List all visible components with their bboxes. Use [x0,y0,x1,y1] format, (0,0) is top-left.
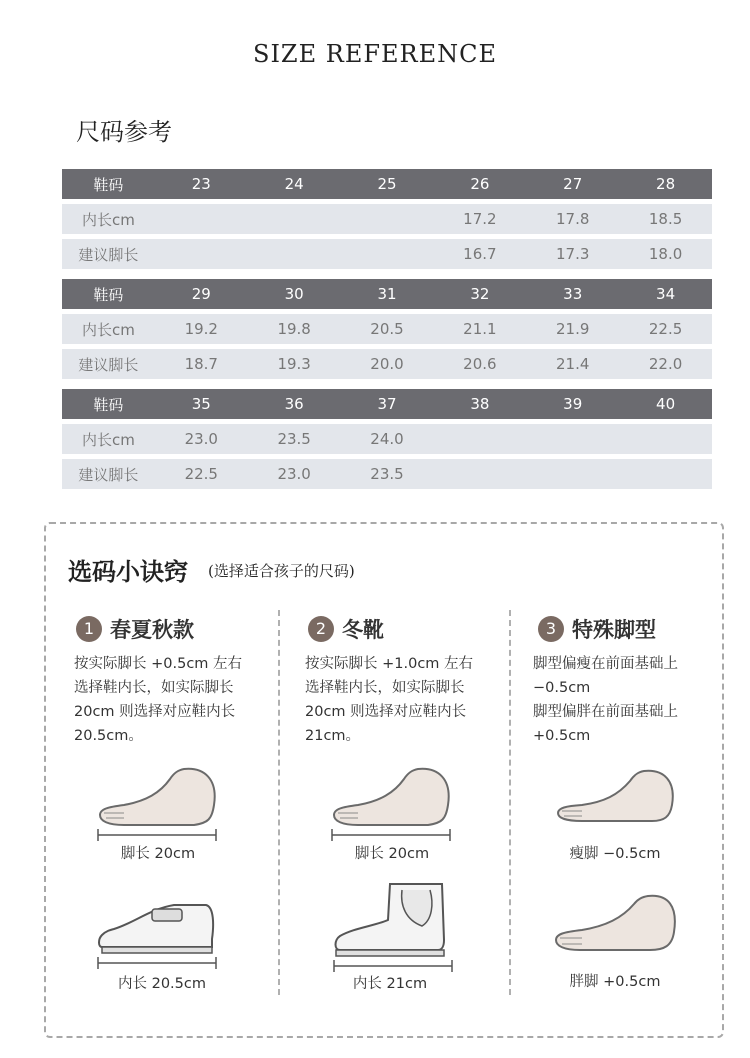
table-cell: 22.5 [184,465,218,483]
table-cell: 20.6 [463,355,497,373]
tips-subtitle: (选择适合孩子的尺码) [208,562,355,580]
table-cell: 36 [284,395,304,413]
tip-title: 春夏秋款 [110,617,194,642]
figure-label: 内长 20.5cm [118,976,206,992]
table-cell: 23 [191,175,211,193]
table-cell: 19.2 [184,320,218,338]
size-table-group-3 [62,389,712,494]
table-cell: 38 [470,395,490,413]
slim-foot-illustration [552,765,682,835]
table-cell: 32 [470,285,490,303]
table-cell: 39 [563,395,583,413]
size-header-row [62,389,712,419]
figure-label: 胖脚 +0.5cm [569,974,661,990]
section-title: 尺码参考 [76,118,172,146]
tip-line: 20.5cm。 [74,728,143,744]
table-cell: 20.5 [370,320,404,338]
table-cell: 内长cm [82,320,135,339]
table-cell: 29 [191,285,211,303]
figure-label: 内长 21cm [352,976,428,992]
table-cell: 35 [191,395,211,413]
column-divider [278,610,280,995]
page-title: SIZE REFERENCE [253,40,497,68]
table-cell: 23.5 [277,430,311,448]
table-cell: 26 [470,175,490,193]
tips-title: 选码小诀窍 [68,557,188,586]
tip-line: +0.5cm [533,728,591,744]
size-table-group-2 [62,279,712,384]
tip-column-3-heading [538,614,656,644]
table-cell: 建议脚长 [78,355,139,374]
table-cell: 23.0 [184,430,218,448]
table-cell: 18.5 [648,210,683,228]
figure-label: 脚长 20cm [120,846,196,862]
foot-illustration [94,765,224,845]
tip-line: −0.5cm [533,680,591,696]
column-divider [509,610,511,995]
size-table-group-1 [62,169,712,274]
table-cell: 17.8 [556,210,590,228]
table-cell: 16.7 [463,245,497,263]
tip-line: 选择鞋内长，如实际脚长 [74,680,234,696]
shoe-illustration [94,895,224,975]
tip-text [74,652,269,748]
table-row [62,349,712,379]
table-row [62,314,712,344]
number-badge: 2 [308,616,334,642]
table-cell: 23.0 [277,465,311,483]
table-cell: 18.0 [648,245,683,263]
table-cell: 24 [284,175,304,193]
tip-line: 选择鞋内长，如实际脚长 [305,680,465,696]
table-cell: 23.5 [370,465,404,483]
tip-line: 脚型偏瘦在前面基础上 [533,656,678,672]
table-cell: 30 [284,285,304,303]
table-cell: 19.3 [277,355,311,373]
table-cell: 19.8 [277,320,311,338]
table-row [62,424,712,454]
table-cell: 27 [563,175,583,193]
table-row [62,459,712,489]
tip-line: 21cm。 [305,728,361,744]
size-header-row [62,169,712,199]
tip-title: 特殊脚型 [572,617,656,642]
figure-label: 瘦脚 −0.5cm [569,846,661,862]
table-cell: 25 [377,175,397,193]
figure-label: 脚长 20cm [354,846,430,862]
table-cell: 37 [377,395,397,413]
table-cell: 建议脚长 [78,245,139,264]
table-cell: 34 [656,285,676,303]
number-badge: 1 [76,616,102,642]
table-cell: 鞋码 [93,285,124,304]
size-header-row [62,279,712,309]
table-cell: 22.5 [648,320,683,338]
table-cell: 24.0 [370,430,404,448]
table-cell: 40 [656,395,676,413]
tip-line: 按实际脚长 +1.0cm 左右 [305,656,474,672]
table-cell: 17.3 [556,245,590,263]
tip-column-2-heading [308,614,384,644]
table-cell: 21.4 [556,355,590,373]
table-cell: 内长cm [82,430,135,449]
table-cell: 22.0 [648,355,683,373]
tip-line: 20cm 则选择对应鞋内长 [74,704,236,720]
table-cell: 17.2 [463,210,497,228]
table-cell: 18.7 [184,355,218,373]
table-row [62,204,712,234]
boot-illustration [330,880,460,975]
table-cell: 28 [656,175,676,193]
foot-illustration [328,765,458,845]
table-cell: 鞋码 [93,175,124,194]
table-cell: 鞋码 [93,395,124,414]
tip-column-1-heading [76,614,194,644]
tip-line: 脚型偏胖在前面基础上 [533,704,678,720]
wide-foot-illustration [552,892,682,962]
tip-line: 按实际脚长 +0.5cm 左右 [74,656,243,672]
tip-text [305,652,500,748]
table-cell: 31 [377,285,397,303]
table-cell: 20.0 [370,355,404,373]
tip-line: 20cm 则选择对应鞋内长 [305,704,467,720]
table-cell: 内长cm [82,210,135,229]
table-cell: 33 [563,285,583,303]
table-cell: 21.1 [463,320,497,338]
tip-title: 冬靴 [342,617,384,642]
table-cell: 21.9 [556,320,590,338]
table-cell: 建议脚长 [78,465,139,484]
tip-text [533,652,728,748]
number-badge: 3 [538,616,564,642]
table-row [62,239,712,269]
